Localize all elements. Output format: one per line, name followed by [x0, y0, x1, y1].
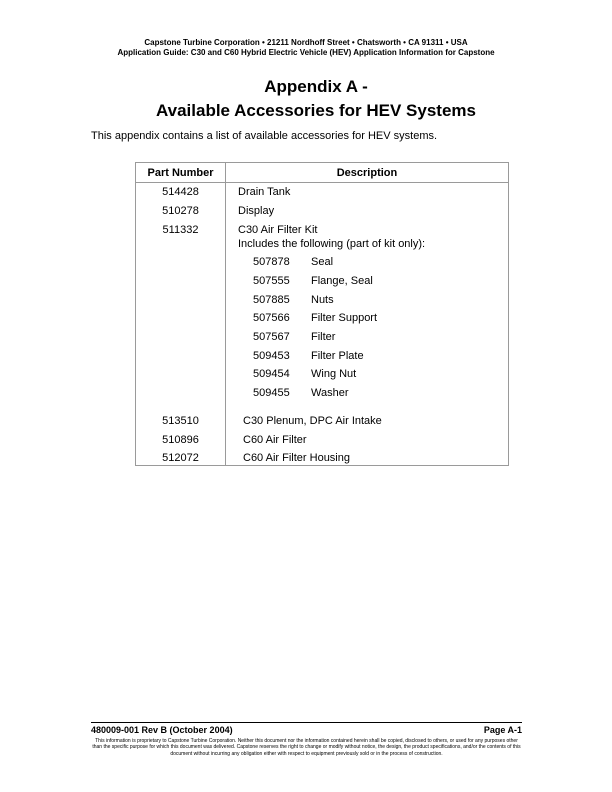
header-address: Capstone Turbine Corporation • 21211 Nordhoff Street • Chatsworth • CA 91311 • USA: [144, 38, 468, 47]
kit-item-description: Wing Nut: [311, 368, 357, 380]
kit-item-part-number: 509453: [253, 350, 290, 362]
kit-item-description: Flange, Seal: [311, 275, 373, 287]
kit-item-part-number: 507555: [253, 275, 290, 287]
column-divider: [225, 163, 226, 465]
kit-item-description: Washer: [311, 387, 349, 399]
kit-item-part-number: 507885: [253, 294, 290, 306]
accessories-table: [135, 162, 509, 466]
kit-item-part-number: 507567: [253, 331, 290, 343]
row-description: Drain Tank: [238, 186, 291, 198]
column-header-part-number: Part Number: [147, 167, 214, 179]
appendix-subtitle: Available Accessories for HEV Systems: [155, 101, 476, 120]
kit-item-part-number: 509454: [253, 368, 290, 380]
kit-item-part-number: 509455: [253, 387, 290, 399]
footer-document-id: 480009-001 Rev B (October 2004): [91, 725, 233, 735]
column-header-description: Description: [336, 167, 398, 179]
kit-item-description: Filter: [311, 331, 336, 343]
footer-rule: [91, 722, 522, 723]
row-part-number: 510896: [162, 434, 199, 446]
row-description: C30 Air Filter Kit: [238, 224, 318, 236]
kit-note: Includes the following (part of kit only):: [238, 238, 426, 250]
kit-item-description: Filter Support: [311, 312, 378, 324]
footer-disclaimer: This information is proprietary to Capstone Turbine Corporation. Neither this document nor the information contained herein shall be copied, disclosed to others, or used for any purposes other than the specific purpose for which this document was delivered. Capstone reserves the right to change or modify without notice, the design, the product specifications, and/or the contents of this document without incurring any obligation either with respect to equipment previously sold or in the process of construction.: [92, 738, 521, 757]
header-guide-title: Application Guide: C30 and C60 Hybrid Electric Vehicle (HEV) Application Information for Capstone: [117, 48, 495, 57]
kit-item-description: Nuts: [311, 294, 334, 306]
row-part-number: 513510: [162, 415, 199, 427]
kit-item-description: Seal: [311, 256, 334, 268]
row-description: C30 Plenum, DPC Air Intake: [243, 415, 382, 427]
header-divider: [136, 182, 508, 183]
row-description: Display: [238, 205, 275, 217]
row-description: C60 Air Filter Housing: [243, 452, 350, 464]
kit-item-description: Filter Plate: [311, 350, 364, 362]
row-description: C60 Air Filter: [243, 434, 307, 446]
kit-item-part-number: 507878: [253, 256, 290, 268]
kit-item-part-number: 507566: [253, 312, 290, 324]
row-part-number: 514428: [162, 186, 199, 198]
row-part-number: 511332: [162, 224, 199, 236]
appendix-title: Appendix A -: [264, 77, 368, 96]
row-part-number: 512072: [162, 452, 199, 464]
row-part-number: 510278: [162, 205, 199, 217]
footer-page-number: Page A-1: [483, 725, 522, 735]
intro-paragraph: This appendix contains a list of available accessories for HEV systems.: [91, 130, 438, 142]
